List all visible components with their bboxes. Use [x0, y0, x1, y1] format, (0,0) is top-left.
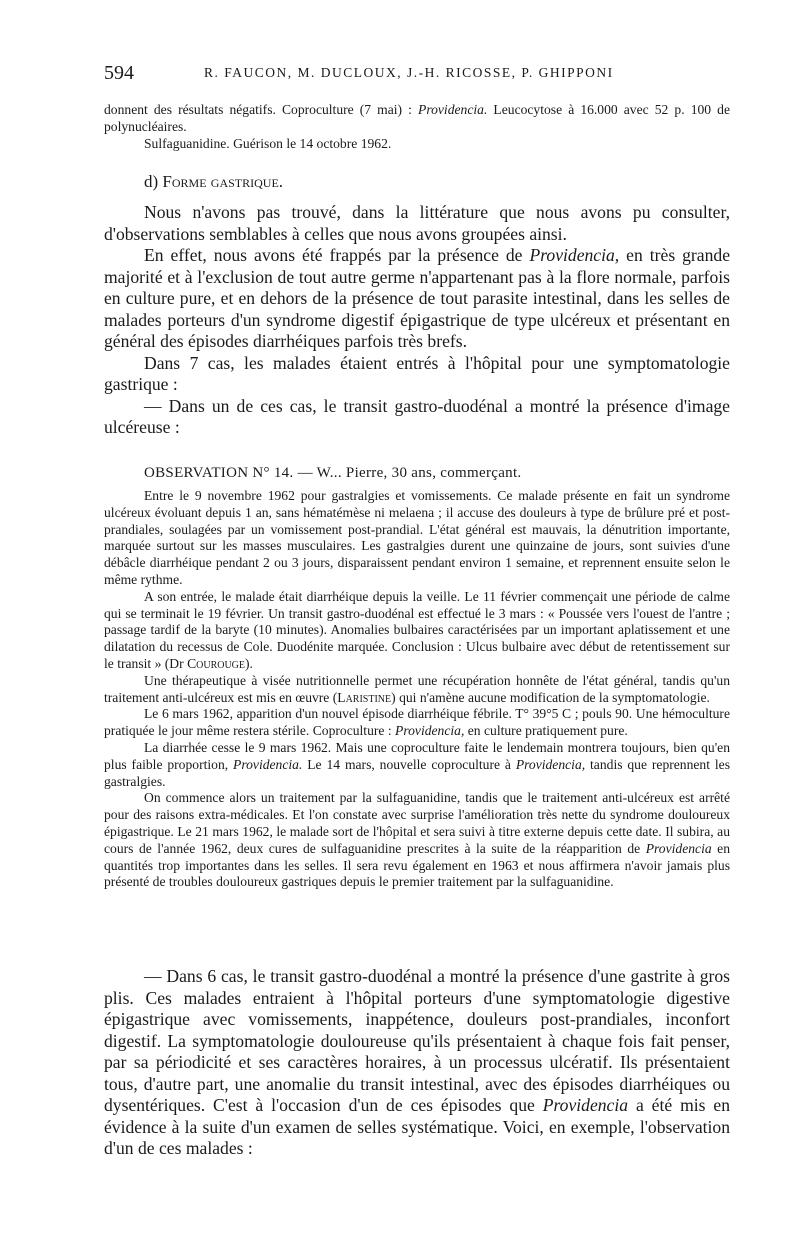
intro-block — [104, 102, 730, 152]
observation-paragraph-2: A son entrée, le malade était diarrhéique depuis la veille. Le 11 février commençait une période de calme qui se terminait le 19 février. Un transit gastro-duodénal est effectué le 3 mars : « Poussée vers l'ouest de l'antre ; passage tardif de la baryte (10 minutes). Anomalies bulbaires caractérisées par un important aplatissement et une dilatation du recessus de Cole. Duodénite marquée. Conclusion : Ulcus bulbaire avec début de retentissement sur le transit » (Dr Courouge). — [104, 588, 730, 671]
observation-paragraph-6: On commence alors un traitement par la sulfaguanidine, tandis que le traitement anti-ulcéreux est arrêté pour des raisons extra-médicales. Et l'on constate avec surprise l'amélioration très nette du syndrome douloureux épigastrique. Le 21 mars 1962, le malade sort de l'hôpital et sera suivi à titre externe depuis cette date. Il subira, au cours de l'année 1962, deux cures de sulfaguanidine prescrites à la suite de la réapparition de Providencia en quantités trop importantes dans les selles. Il sera revu également en 1963 et nous affirmera n'avoir jamais plus présenté de troubles douloureux gastriques depuis le premier traitement par la sulfaguanidine. — [104, 790, 731, 890]
observation-paragraph-5: La diarrhée cesse le 9 mars 1962. Mais une coproculture faite le lendemain montrera toujours, bien qu'en plus faible proportion, Providencia. Le 14 mars, nouvelle coproculture à Providencia, tandis que reprennent les gastralgies. — [104, 739, 730, 789]
observation-paragraph-1: Entre le 9 novembre 1962 pour gastralgies et vomissements. Ce malade présente en fait un syndrome ulcéreux évoluant depuis 1 an, sans hématémèse ni melaena ; il accuse des douleurs à type de brûlure pré et post-prandiales, soulagées par un vomissement post-prandial. L'état général est mauvais, la dénutrition importante, marquée surtout sur les masses musculaires. Les gastralgies durent une quinzaine de jours, sont suivies d'une débâcle diarrhéique pendant 2 ou 3 jours, disparaissent pendant environ 1 semaine, et reprennent ensuite selon le même rythme. — [104, 488, 730, 587]
running-head: R. FAUCON, M. DUCLOUX, J.-H. RICOSSE, P. GHIPPONI — [204, 65, 614, 80]
paragraph-4: — Dans un de ces cas, le transit gastro-duodénal a montré la présence d'image ulcéreuse : — [104, 395, 730, 437]
paragraph-1: Nous n'avons pas trouvé, dans la littérature que nous avons pu consulter, d'observations semblables à celles que nous avons groupées ainsi. — [104, 202, 730, 244]
paragraph-3: Dans 7 cas, les malades étaient entrés à l'hôpital pour une symptomatologie gastrique : — [104, 352, 730, 394]
page-number: 594 — [104, 62, 134, 84]
closing-block — [104, 966, 730, 1160]
observation-body — [104, 488, 730, 891]
observation-paragraph-3: Une thérapeutique à visée nutritionnelle permet une récupération honnête de l'état général, tandis qu'un traitement anti-ulcéreux est mis en œuvre (Laristine) qui n'amène aucune modification de la symptomatologie. — [104, 672, 730, 705]
intro-line-2: Sulfaguanidine. Guérison le 14 octobre 1962. — [144, 135, 392, 151]
observation-paragraph-4: Le 6 mars 1962, apparition d'un nouvel épisode diarrhéique fébrile. T° 39°5 C ; pouls 90. Une hémoculture pratiquée le jour même restera stérile. Coproculture : Providencia, en culture pratiquement pure. — [104, 706, 730, 739]
paragraph-2: En effet, nous avons été frappés par la présence de Providencia, en très grande majorité et à l'exclusion de tout autre germe n'appartenant pas à la flore normale, parfois en culture pure, et en dehors de la présence de tout parasite intestinal, dans les selles de malades porteurs d'un syndrome digestif épigastrique de type ulcéreux et présentant en général des épisodes diarrhéiques parfois très brefs. — [104, 245, 731, 351]
body-paragraphs — [104, 202, 730, 439]
observation-title: OBSERVATION N° 14. — W... Pierre, 30 ans, commerçant. — [144, 465, 522, 481]
intro-line-1: donnent des résultats négatifs. Coproculture (7 mai) : Providencia. Leucocytose à 16.000 avec 52 p. 100 de polynucléaires. — [104, 102, 730, 134]
closing-paragraph: — Dans 6 cas, le transit gastro-duodénal a montré la présence d'une gastrite à gros plis. Ces malades entraient à l'hôpital porteurs d'une symptomatologie digestive épigastrique avec vomissements, inappétence, douleurs post-prandiales, inconfort digestif. La symptomatologie douloureuse qu'ils présentaient à chaque fois fait penser, par sa périodicité et ses caractères horaires, à un processus ulcératif. Ils présentaient tous, d'autre part, une anomalie du transit intestinal, avec des épisodes diarrhéiques ou dysentériques. C'est à l'occasion d'un de ces épisodes que Providencia a été mis en évidence à la suite d'un examen de selles systématique. Voici, en exemple, l'observation d'un de ces malades : — [104, 966, 730, 1158]
section-heading: d) Forme gastrique. — [144, 172, 284, 191]
page-header — [104, 62, 764, 88]
